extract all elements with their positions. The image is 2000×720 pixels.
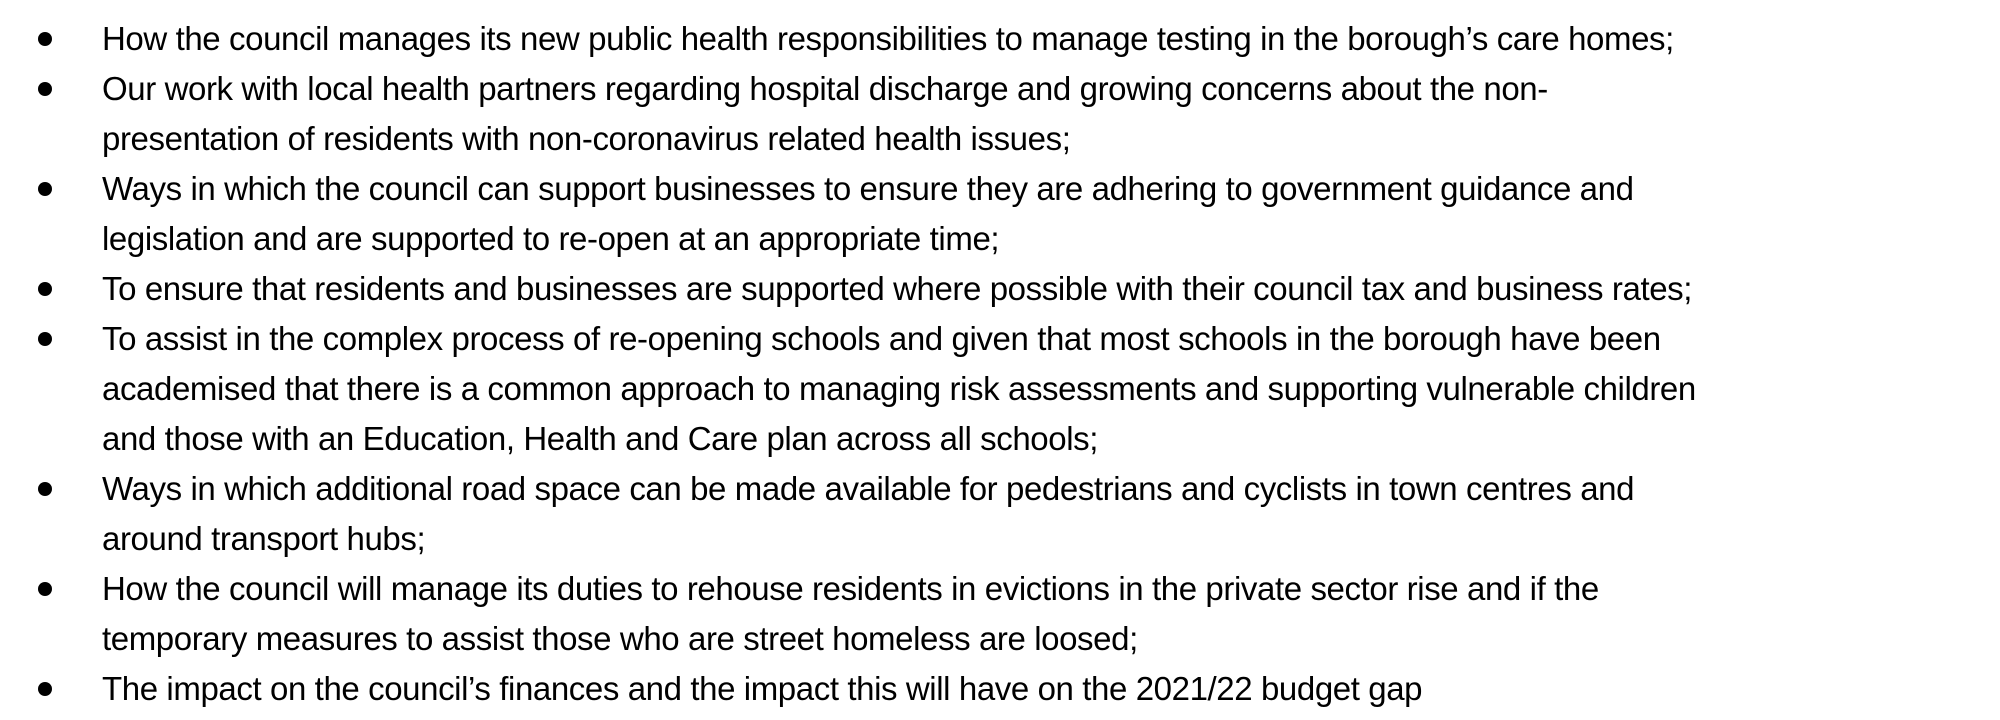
list-item-text: Our work with local health partners regarding hospital discharge and growing concerns about the non- [102, 70, 1548, 107]
list-item [0, 14, 2000, 64]
list-item [0, 64, 2000, 164]
bullet-list [0, 14, 2000, 714]
bullet-icon [38, 182, 52, 196]
list-item-text: legislation and are supported to re-open at an appropriate time; [102, 220, 1000, 257]
list-item-text: The impact on the council’s finances and the impact this will have on the 2021/22 budget gap [102, 670, 1423, 707]
list-item [0, 464, 2000, 564]
list-item-text: around transport hubs; [102, 520, 426, 557]
list-item-text: Ways in which additional road space can be made available for pedestrians and cyclists in town centres and [102, 470, 1635, 507]
list-item [0, 564, 2000, 664]
list-item-text: Ways in which the council can support businesses to ensure they are adhering to government guidance and [102, 170, 1634, 207]
document-body [0, 14, 2000, 714]
list-item-text: How the council manages its new public health responsibilities to manage testing in the borough’s care homes; [102, 20, 1674, 57]
list-item [0, 664, 2000, 714]
list-item-text: To ensure that residents and businesses are supported where possible with their council tax and business rates; [102, 270, 1693, 307]
list-item-text: How the council will manage its duties to rehouse residents in evictions in the private sector rise and if the [102, 570, 1599, 607]
bullet-icon [38, 482, 52, 496]
list-item-text: To assist in the complex process of re-opening schools and given that most schools in the borough have been [102, 320, 1661, 357]
list-item [0, 164, 2000, 264]
list-item-text: temporary measures to assist those who are street homeless are loosed; [102, 620, 1138, 657]
bullet-icon [38, 582, 52, 596]
list-item [0, 264, 2000, 314]
list-item [0, 314, 2000, 464]
bullet-icon [38, 682, 52, 696]
bullet-icon [38, 282, 52, 296]
list-item-text: presentation of residents with non-coronavirus related health issues; [102, 120, 1071, 157]
bullet-icon [38, 332, 52, 346]
list-item-text: and those with an Education, Health and Care plan across all schools; [102, 420, 1099, 457]
bullet-icon [38, 82, 52, 96]
bullet-icon [38, 32, 52, 46]
list-item-text: academised that there is a common approach to managing risk assessments and supporting vulnerable children [102, 370, 1696, 407]
